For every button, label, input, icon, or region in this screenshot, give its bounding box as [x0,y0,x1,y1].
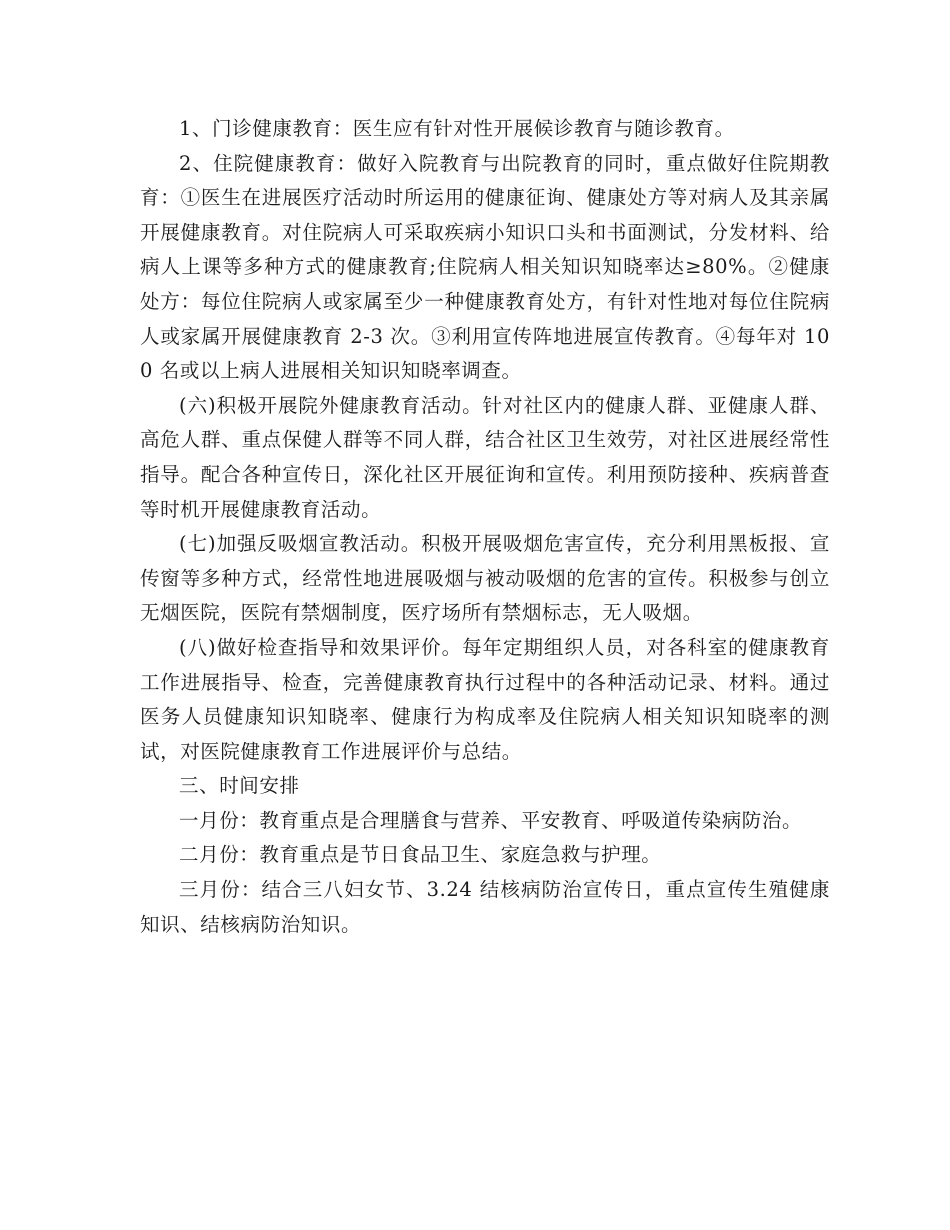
paragraph-anti-smoking: (七)加强反吸烟宣教活动。积极开展吸烟危害宣传，充分利用黑板报、宣传窗等多种方式，经常性地进展吸烟与被动吸烟的危害的宣传。积极参与创立无烟医院，医院有禁烟制度，医疗场所有禁烟标志，无人吸烟。 [140,532,830,625]
paragraph-inpatient-education: 2、住院健康教育：做好入院教育与出院教育的同时，重点做好住院期教育：①医生在进展医疗活动时所运用的健康征询、健康处方等对病人及其亲属开展健康教育。对住院病人可采取疾病小知识口头和书面测试，分发材料、给病人上课等多种方式的健康教育;住院病人相关知识知晓率达≥80%。②健康处方：每位住院病人或家属至少一种健康教育处方，有针对性地对每位住院病人或家属开展健康教育 2-3 次。③利用宣传阵地进展宣传教育。④每年对 100 名或以上病人进展相关知识知晓率调查。 [140,151,830,383]
paragraph-january: 一月份：教育重点是合理膳食与营养、平安教育、呼吸道传染病防治。 [179,808,803,832]
document-body [140,112,830,942]
paragraph-community-education: (六)积极开展院外健康教育活动。针对社区内的健康人群、亚健康人群、高危人群、重点保健人群等不同人群，结合社区卫生效劳，对社区进展经常性指导。配合各种宣传日，深化社区开展征询和宣传。利用预防接种、疾病普查等时机开展健康教育活动。 [140,393,830,521]
section-heading-schedule: 三、时间安排 [179,774,300,798]
paragraph-outpatient-education: 1、门诊健康教育：医生应有针对性开展候诊教育与随诊教育。 [179,117,735,140]
paragraph-february: 二月份：教育重点是节日食品卫生、家庭急救与护理。 [179,843,662,867]
paragraph-evaluation: (八)做好检查指导和效果评价。每年定期组织人员，对各科室的健康教育工作进展指导、检查，完善健康教育执行过程中的各种活动记录、材料。通过医务人员健康知识知晓率、健康行为构成率及住院病人相关知识知晓率的测试，对医院健康教育工作进展评价与总结。 [140,635,830,763]
paragraph-march: 三月份：结合三八妇女节、3.24 结核病防治宣传日，重点宣传生殖健康知识、结核病防治知识。 [140,878,830,936]
